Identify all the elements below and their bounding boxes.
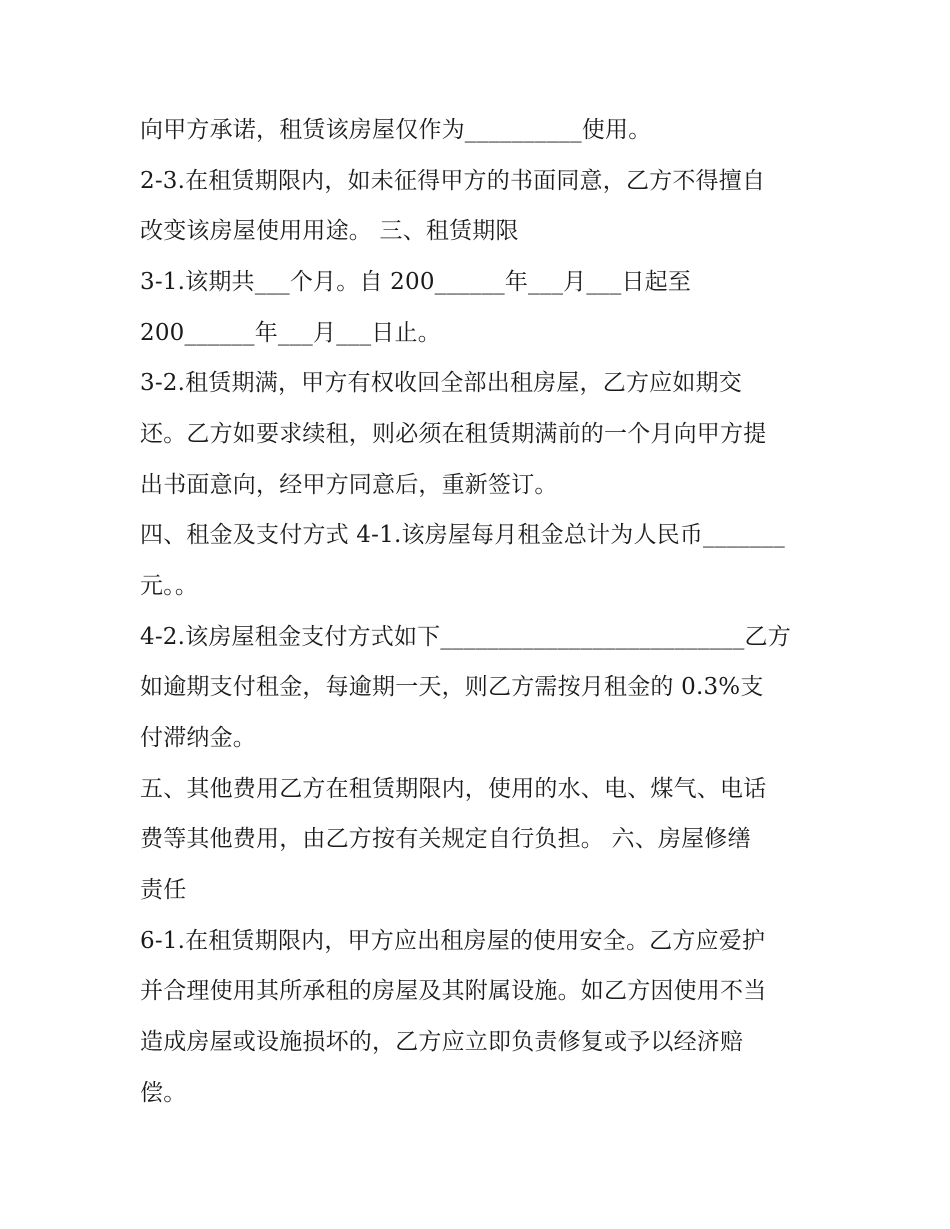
text-line: 6-1.在租赁期限内，甲方应出租房屋的使用安全。乙方应爱护 xyxy=(140,928,766,954)
text-line: 改变该房屋使用用途。 三、租赁期限 xyxy=(140,218,519,244)
text-line: 3-2.租赁期满，甲方有权收回全部出租房屋，乙方应如期交 xyxy=(140,370,742,396)
text-line: 并合理使用其所承租的房屋及其附属设施。如乙方因使用不当 xyxy=(140,978,767,1004)
text-line: 造成房屋或设施损坏的，乙方应立即负责修复或予以经济赔 xyxy=(140,1029,744,1055)
text-line: 200______年___月___日止。 xyxy=(140,320,441,346)
text-line: 出书面意向，经甲方同意后，重新签订。 xyxy=(140,472,558,498)
text-line: 4-2.该房屋租金支付方式如下__________________________乙方 xyxy=(140,624,791,650)
text-line: 费等其他费用，由乙方按有关规定自行负担。 六、房屋修缮 xyxy=(140,826,751,852)
text-line: 付滞纳金。 xyxy=(140,725,256,751)
text-line: 如逾期支付租金，每逾期一天，则乙方需按月租金的 0.3%支 xyxy=(140,674,764,700)
text-line: 五、其他费用乙方在租赁期限内，使用的水、电、煤气、电话 xyxy=(140,776,767,802)
text-line: 2-3.在租赁期限内，如未征得甲方的书面同意，乙方不得擅自 xyxy=(140,168,766,194)
text-line: 3-1.该期共___个月。自 200______年___月___日起至 xyxy=(140,269,692,295)
text-line: 责任 xyxy=(140,877,187,903)
text-line: 元。。 xyxy=(140,573,199,599)
text-line: 偿。 xyxy=(140,1080,187,1106)
text-line: 四、租金及支付方式 4-1.该房屋每月租金总计为人民币_______ xyxy=(140,522,785,548)
text-line: 向甲方承诺，租赁该房屋仅作为__________使用。 xyxy=(140,117,652,143)
text-line: 还。乙方如要求续租，则必须在租赁期满前的一个月向甲方提 xyxy=(140,421,767,447)
